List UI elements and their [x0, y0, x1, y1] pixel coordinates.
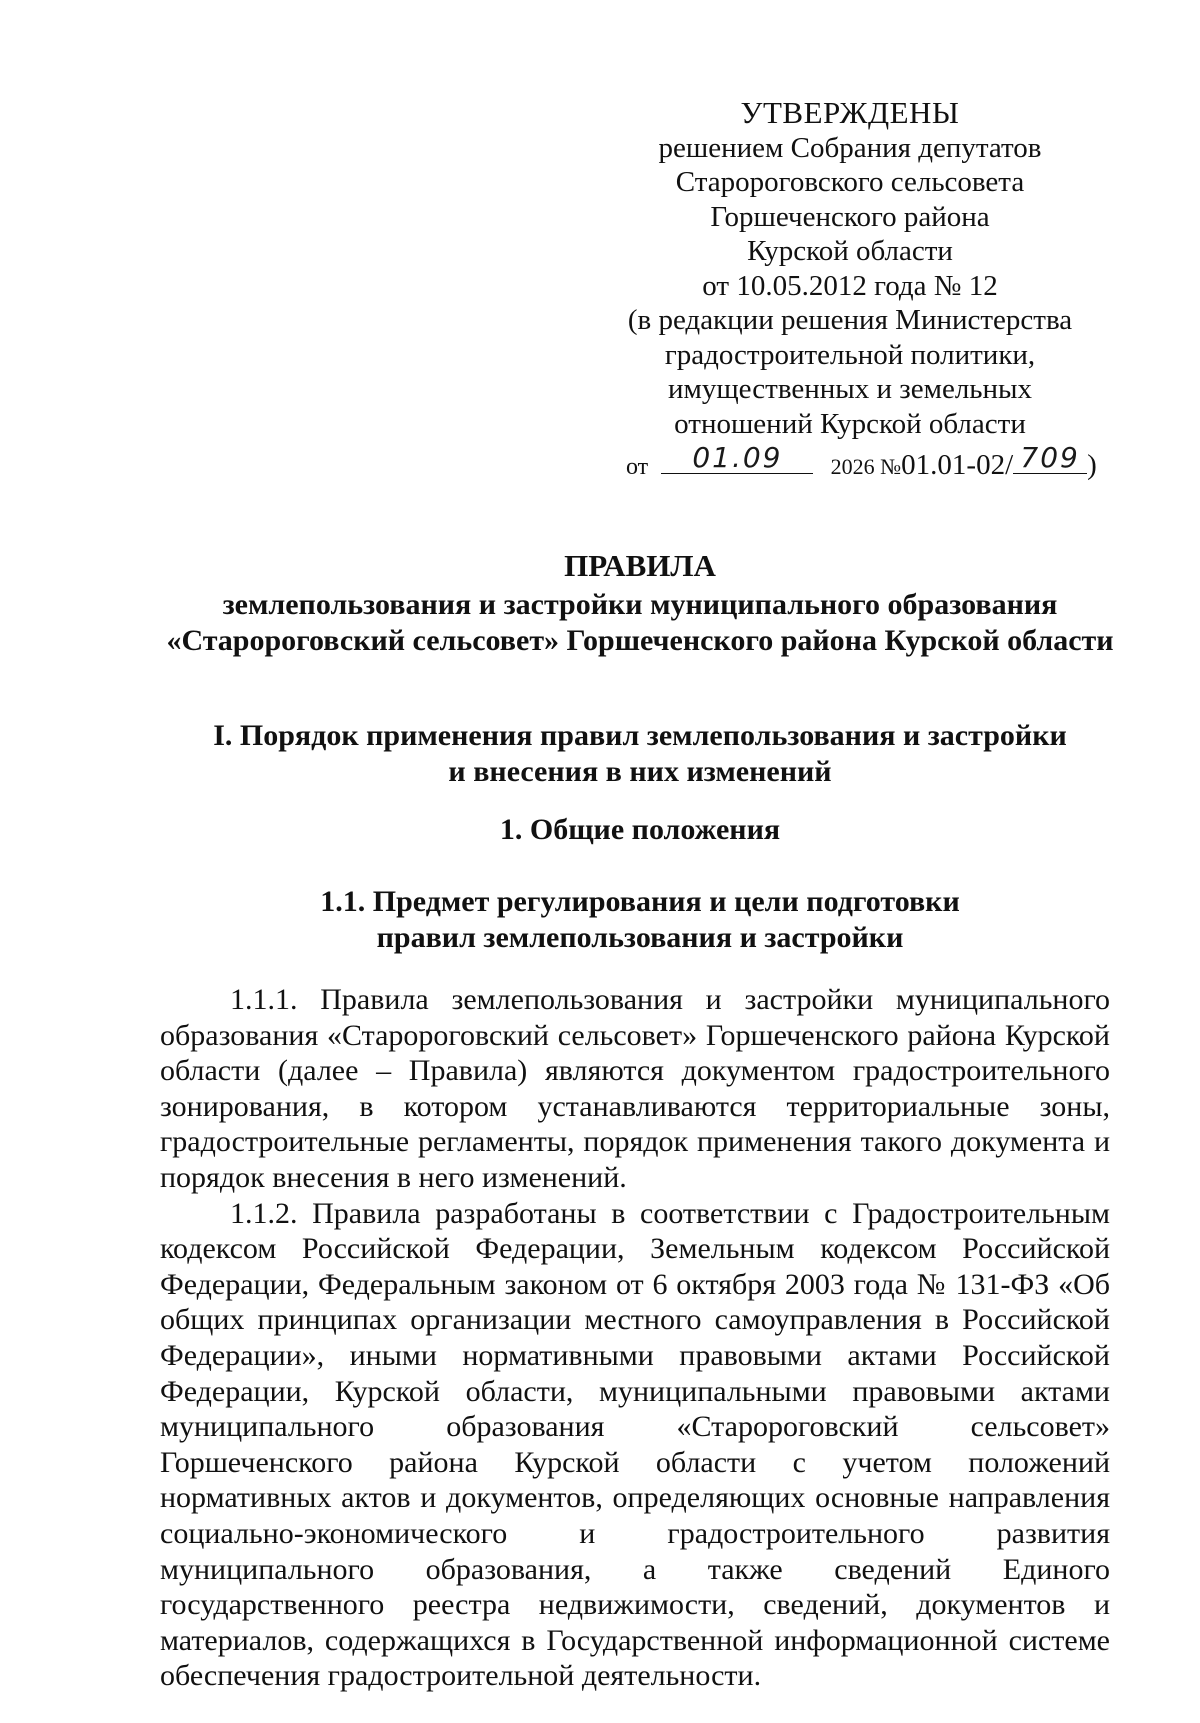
date-prefix: от — [626, 454, 649, 480]
title-main: ПРАВИЛА — [564, 548, 716, 583]
title-line: «Старороговский сельсовет» Горшеченского района Курской области — [166, 624, 1114, 657]
approval-line: (в редакции решения Министерства — [627, 304, 1073, 336]
closing-parenthesis: ) — [1087, 449, 1097, 481]
document-number: 01.01-02/ — [901, 449, 1014, 481]
date-blank — [661, 440, 813, 474]
body-text — [160, 982, 1110, 1694]
approval-heading: УТВЕРЖДЕНЫ — [740, 95, 960, 130]
handwritten-number: 709 — [1020, 440, 1080, 474]
paragraph-1-1-1: 1.1.1. Правила землепользования и застройки муниципального образования «Старороговский сельсовет» Горшеченского района Курской области (далее – Правила) являются документом градостроительного зонирования, в котором устанавливаются территориальные зоны, градостроительные регламенты, порядок применения такого документа и порядок внесения в него изменений. — [160, 983, 1110, 1194]
year-and-number-label: 2026 № — [830, 454, 902, 479]
section-heading-line: правил землепользования и застройки — [376, 921, 904, 954]
approval-line: Горшеченского района — [710, 200, 990, 233]
section-heading-line: 1. Общие положения — [499, 813, 781, 846]
section-heading-line: и внесения в них изменений — [448, 755, 832, 788]
approval-line: градостроительной политики, — [664, 338, 1036, 371]
approval-line: от 10.05.2012 года № 12 — [702, 269, 998, 302]
approval-line: Курской области — [747, 235, 953, 267]
approval-line: Старороговского сельсовета — [675, 166, 1025, 198]
section-heading-part-1 — [60, 718, 1200, 790]
approval-line: решением Собрания депутатов — [658, 131, 1042, 164]
amendment-signature-line — [600, 440, 1100, 485]
title-line: землепользования и застройки муниципального образования — [222, 588, 1058, 621]
section-heading-line: 1.1. Предмет регулирования и цели подготовки — [320, 885, 960, 918]
paragraph-1-1-2: 1.1.2. Правила разработаны в соответствии с Градостроительным кодексом Российской Федерации, Земельным кодексом Российской Федерации, Федеральным законом от 6 октября 2003 года № 131-ФЗ «Об общих принципах организации местного самоуправления в Российской Федерации», иными нормативными правовыми актами Российской Федерации, Курской области, муниципальными правовыми актами муниципального образования «Старороговский сельсовет» Горшеченского района Курской области с учетом положений нормативных актов и документов, определяющих основные направления социально-экономического и градостроительного развития муниципального образования, а также сведений Единого государственного реестра недвижимости, сведений, документов и материалов, содержащихся в Государственной информационной системе обеспечения градостроительной деятельности. — [160, 1196, 1110, 1693]
number-blank — [1013, 440, 1087, 474]
approval-line: имущественных и земельных — [667, 373, 1033, 405]
approval-block — [600, 96, 1100, 485]
subsection-heading — [60, 884, 1200, 956]
document-title — [60, 548, 1200, 659]
section-heading-line: I. Порядок применения правил землепользования и застройки — [213, 719, 1067, 752]
section-heading-general — [60, 812, 1200, 848]
approval-line: отношений Курской области — [674, 407, 1026, 440]
handwritten-date: 01.09 — [692, 440, 783, 474]
